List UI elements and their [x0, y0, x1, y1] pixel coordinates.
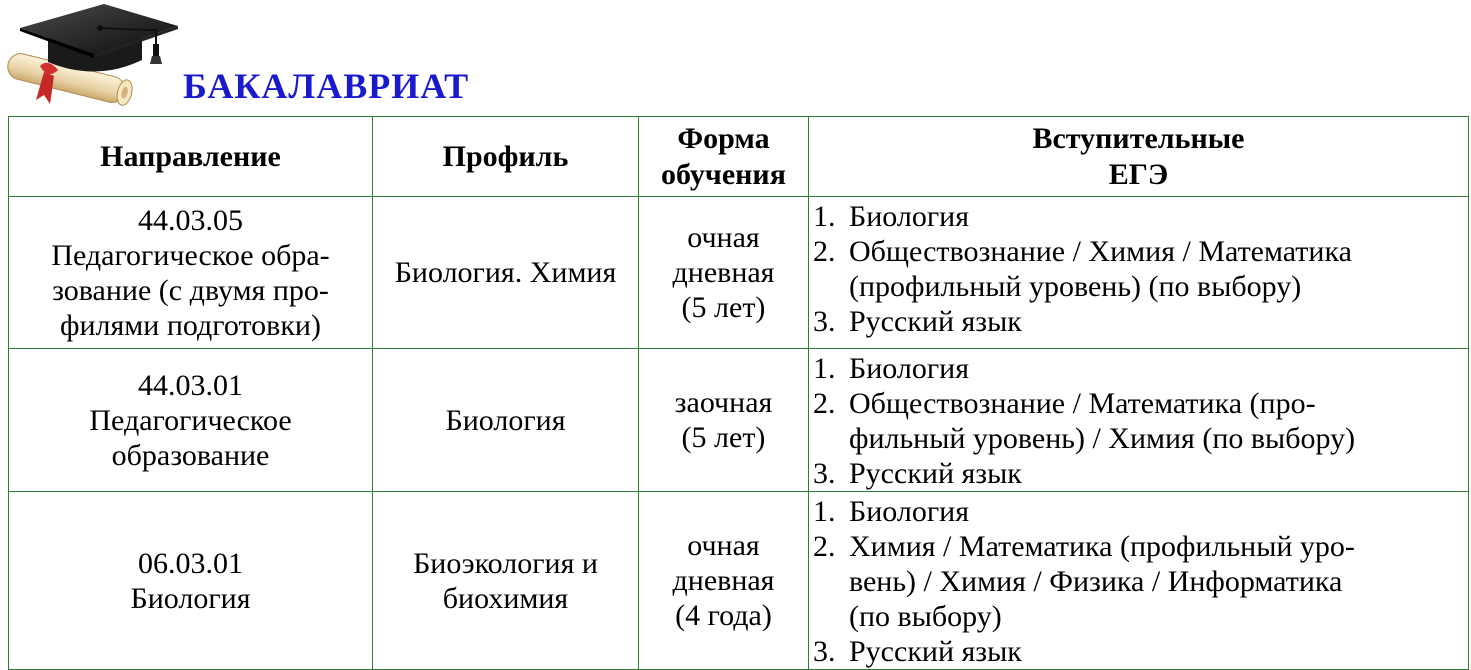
direction-code: 44.03.05: [138, 203, 243, 237]
direction-cell: 06.03.01 Биология: [9, 492, 373, 670]
header-direction: Направление: [9, 117, 373, 197]
exams-list: [813, 351, 1464, 491]
form-cell: очная дневная (4 года): [639, 492, 809, 670]
header-profile: Профиль: [373, 117, 639, 197]
profile-cell: Биоэкология и биохимия: [373, 492, 639, 670]
graduation-cap-icon: [0, 0, 182, 112]
profile-cell: Биология: [373, 349, 639, 492]
list-item: 2. Химия / Математика (профильный уро- вень) / Химия / Физика / Информатика (по выбору): [813, 530, 1355, 633]
page-title: БАКАЛАВРИАТ: [183, 66, 470, 106]
list-item: 3. Русский язык: [813, 457, 1022, 490]
exams-list: [813, 494, 1464, 669]
list-item: 1. Биология: [813, 352, 970, 385]
list-item: 1. Биология: [813, 200, 970, 233]
direction-cell: 44.03.05 Педагогическое обра- зование (с двумя про- филями подготовки): [9, 197, 373, 349]
exams-list: [813, 199, 1464, 339]
exams-cell: [809, 492, 1469, 670]
list-item: 3. Русский язык: [813, 635, 1022, 668]
header-exams: Вступительные ЕГЭ: [809, 117, 1469, 197]
list-item: 3. Русский язык: [813, 305, 1022, 338]
exams-cell: [809, 349, 1469, 492]
table-header-row: [9, 117, 1469, 197]
table-row: [9, 349, 1469, 492]
direction-code: 06.03.01: [138, 546, 243, 580]
list-item: 2. Обществознание / Химия / Математика (профильный уровень) (по выбору): [813, 235, 1352, 303]
list-item: 2. Обществознание / Математика (про- фильный уровень) / Химия (по выбору): [813, 387, 1356, 455]
header-form: Форма обучения: [639, 117, 809, 197]
direction-code: 44.03.01: [138, 368, 243, 402]
programs-table: [8, 116, 1469, 670]
list-item: 1. Биология: [813, 495, 970, 528]
form-cell: заочная (5 лет): [639, 349, 809, 492]
direction-cell: 44.03.01 Педагогическое образование: [9, 349, 373, 492]
profile-cell: Биология. Химия: [373, 197, 639, 349]
table-row: [9, 492, 1469, 670]
table-row: [9, 197, 1469, 349]
form-cell: очная дневная (5 лет): [639, 197, 809, 349]
exams-cell: [809, 197, 1469, 349]
